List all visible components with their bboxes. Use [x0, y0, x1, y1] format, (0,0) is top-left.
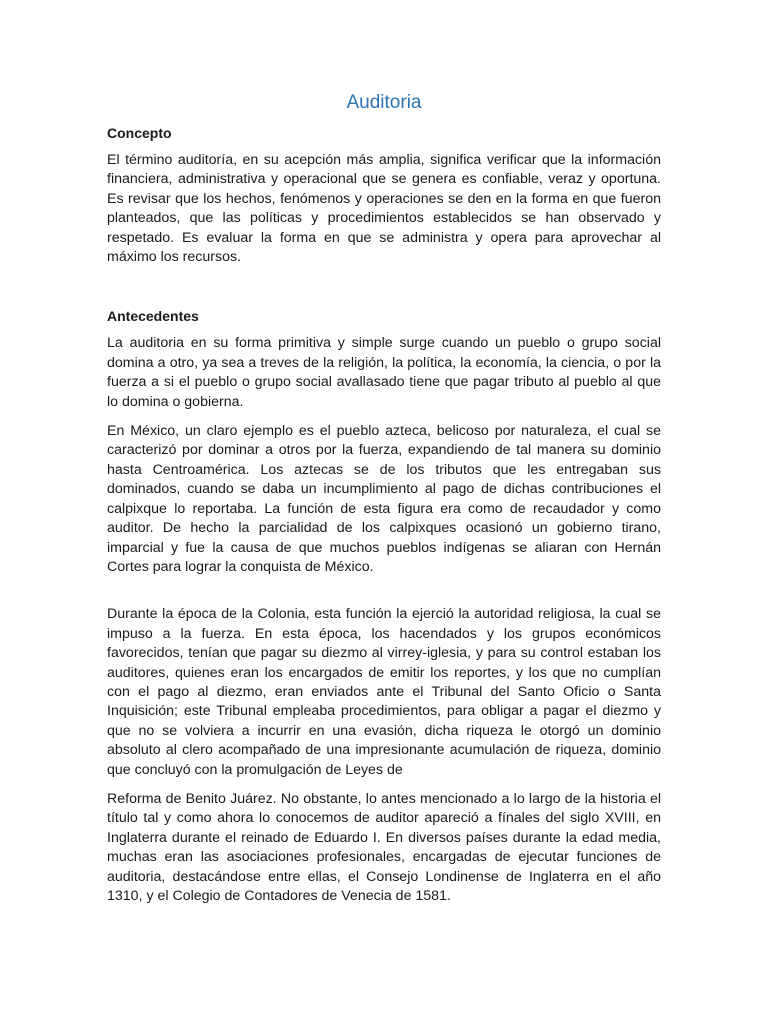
- document-page: [107, 88, 661, 906]
- paragraph-concepto: El término auditoría, en su acepción más amplia, significa verificar que la información financiera, administrativa y operacional que se genera es confiable, veraz y oportuna. Es revisar que los hechos, fenómenos y operaciones se den en la forma en que fueron planteados, que las políticas y procedimientos establecidos se han observado y respetado. Es evaluar la forma en que se administra y opera para aprovechar al máximo los recursos.: [107, 152, 661, 266]
- paragraph-antecedentes-1: La auditoria en su forma primitiva y simple surge cuando un pueblo o grupo social domina a otro, ya sea a treves de la religión, la política, la economía, la ciencia, o por la fuerza a si el pueblo o grupo social avallasado tiene que pagar tributo al pueblo al que lo domina o gobierna.: [107, 335, 661, 410]
- paragraph-antecedentes-2: En México, un claro ejemplo es el pueblo azteca, belicoso por naturaleza, el cual se caracterizó por dominar a otros por la fuerza, expandiendo de tal manera su dominio hasta Centroamérica. Los aztecas se de los tributos que les entregaban sus dominados, cuando se daba un incumplimiento al pago de dichas contribuciones el calpixque lo reportaba. La función de esta figura era como de recaudador y como auditor. De hecho la parcialidad de los calpixques ocasionó un gobierno tirano, imparcial y fue la causa de que muchos pueblos indígenas se aliaran con Hernán Cortes para lograr la conquista de México.: [107, 423, 661, 575]
- section-heading-antecedentes: Antecedentes: [107, 308, 199, 325]
- page-title: Auditoria: [346, 92, 422, 113]
- section-heading-concepto: Concepto: [107, 125, 172, 141]
- paragraph-antecedentes-3: Durante la época de la Colonia, esta función la ejerció la autoridad religiosa, la cual se impuso a la fuerza. En esta época, los hacendados y los grupos económicos favorecidos, tenían que pagar su diezmo al virrey-iglesia, y para su control estaban los auditores, quienes eran los encargados de emitir los reportes, y los que no cumplían con el pago al diezmo, eran enviados ante el Tribunal del Santo Oficio o Santa Inquisición; este Tribunal empleaba procedimientos, para obligar a pagar el diezmo y que no se volviera a incurrir en una evasión, dicha riqueza le otorgó un dominio absoluto al clero acompañado de una impresionante acumulación de riqueza, dominio que concluyó con la promulgación de Leyes de: [107, 606, 661, 778]
- paragraph-antecedentes-4: Reforma de Benito Juárez. No obstante, lo antes mencionado a lo largo de la historia el título tal y como ahora lo conocemos de auditor apareció a fínales del siglo XVIII, en Inglaterra durante el reinado de Eduardo I. En diversos países durante la edad media, muchas eran las asociaciones profesionales, encargadas de ejecutar funciones de auditoria, destacándose entre ellas, el Consejo Londinense de Inglaterra en el año 1310, y el Colegio de Contadores de Venecia de 1581.: [107, 790, 661, 904]
